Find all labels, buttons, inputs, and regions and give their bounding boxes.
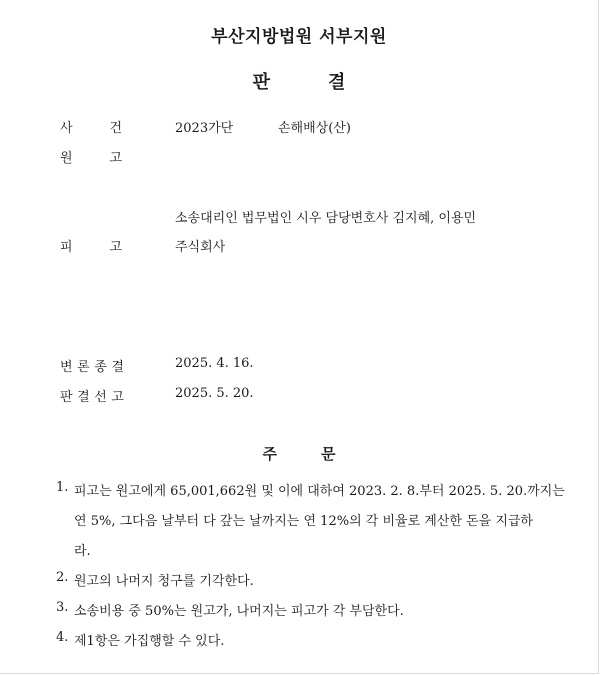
order-item — [56, 480, 565, 559]
plaintiff-counsel: 소송대리인 법무법인 시우 담당변호사 김지혜, 이용민 — [175, 211, 477, 226]
order-item-line: 원고의 나머지 청구를 기각한다. — [74, 574, 254, 589]
closing-label: 변 론 종 결 — [60, 360, 124, 375]
defendant-name: 주식회사 — [175, 240, 226, 255]
closing-date: 2025. 4. 16. — [175, 356, 254, 371]
ruling-label: 판 결 선 고 — [60, 390, 124, 405]
order-item-line: 소송비용 중 50%는 원고가, 나머지는 피고가 각 부담한다. — [74, 604, 404, 619]
ruling-date: 2025. 5. 20. — [175, 386, 254, 401]
order-item-number: 4. — [56, 630, 69, 645]
defendant-label: 피 고 — [60, 240, 122, 255]
order-item-line: 연 5%, 그다음 날부터 다 갚는 날까지는 연 12%의 각 비율로 계산한 돈을 지급하 — [74, 514, 533, 529]
order-item-number: 3. — [56, 600, 69, 615]
case-name: 손해배상(산) — [278, 121, 351, 136]
order-item-number: 2. — [56, 570, 69, 585]
case-number: 2023가단 — [175, 121, 234, 136]
order-item-number: 1. — [56, 480, 69, 495]
plaintiff-label: 원 고 — [60, 151, 122, 166]
order-item-line: 제1항은 가집행할 수 있다. — [74, 634, 225, 649]
order-item — [56, 600, 556, 619]
case-label: 사 건 — [60, 121, 122, 136]
order-item-line: 피고는 원고에게 65,001,662원 및 이에 대하여 2023. 2. 8.부터 2025. 5. 20.까지는 — [74, 484, 565, 499]
order-item — [56, 630, 556, 649]
order-item-line: 라. — [74, 544, 91, 559]
title-char: 결 — [328, 72, 346, 93]
order-item — [56, 570, 556, 589]
title-char: 판 — [252, 72, 270, 93]
order-heading: 주 문 — [262, 445, 336, 463]
document-title — [0, 68, 598, 94]
court-name: 부산지방법원 서부지원 — [211, 27, 387, 47]
